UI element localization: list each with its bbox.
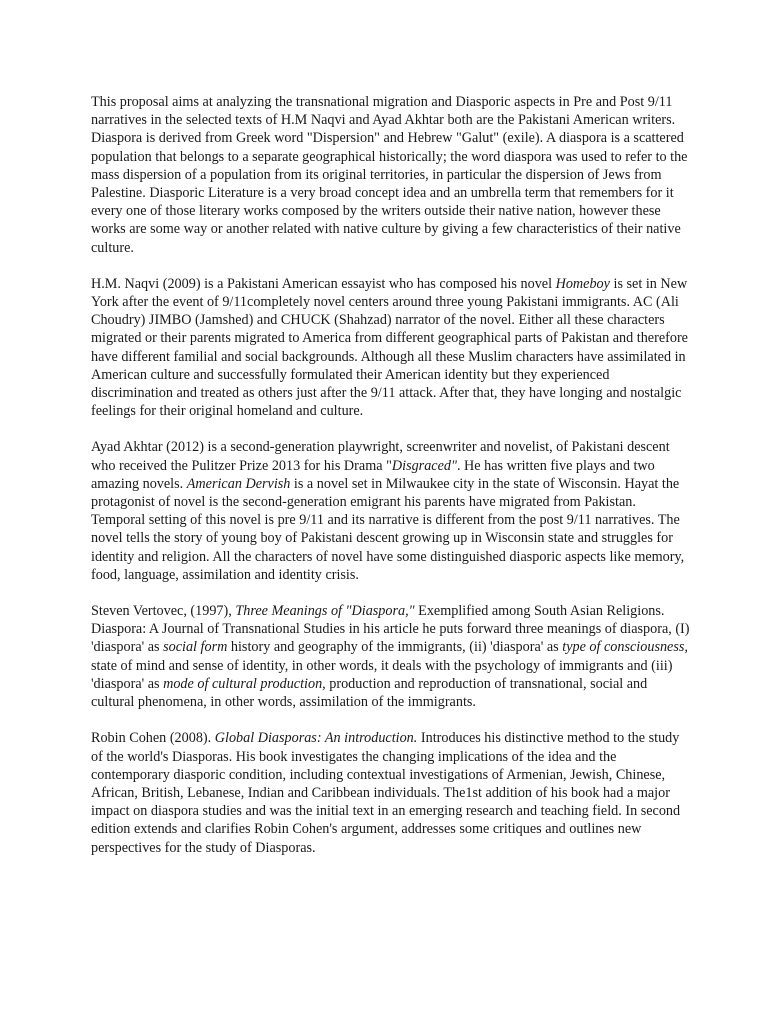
document-body: [91, 93, 691, 875]
italic-title-text: mode of cultural production,: [163, 675, 326, 692]
paragraph-text: Introduces his distinctive method to the study of the world's Diasporas. His book investigates the changing implications of the idea and the contemporary diasporic condition, including contextual investigations of Armenian, Jewish, Chinese, African, British, Lebanese, Indian and Caribbean individuals. The1st addition of his book had a major impact on diaspora studies and was the initial text in an emerging research and teaching field. In second edition extends and clarifies Robin Cohen's argument, addresses some critiques and outlines new perspectives for the study of Diasporas.: [91, 730, 681, 856]
paragraph-text: H.M. Naqvi (2009) is a Pakistani American essayist who has composed his novel: [91, 275, 556, 292]
italic-title-text: American Dervish: [186, 475, 291, 492]
italic-title-text: type of consciousness,: [562, 639, 688, 656]
italic-title-text: Three Meanings of "Diaspora,": [235, 603, 415, 620]
paragraph-text: Exemplified among South Asian Religions. Diaspora: A Journal of Transnational Studies in his article he puts forward three meanings of diaspora, (I) 'diaspora' as: [91, 603, 690, 656]
italic-title-text: Disgraced": [391, 457, 457, 474]
paragraph-text: is set in New York after the event of 9/11completely novel centers around three young Pakistani immigrants. AC (Ali Choudry) JIMBO (Jamshed) and CHUCK (Shahzad) narrator of the novel. Either all these characters migrated or their parents migrated to America from different geographical parts of Pakistan and therefore have different familial and social backgrounds. Although all these Muslim characters have assimilated in American culture and successfully formulated their American identity but they experienced discrimination and treated as others just after the 9/11 attack. After that, they have longing and nostalgic feelings for their original homeland and culture.: [91, 275, 688, 420]
paragraph-intro: [91, 93, 691, 257]
italic-title-text: Global Diasporas: An introduction.: [214, 730, 418, 747]
paragraph-text: state of mind and sense of identity, in other words, it deals with the psychology of immigrants and (iii) 'diaspora' as: [91, 657, 673, 692]
paragraph-text: is a novel set in Milwaukee city in the state of Wisconsin. Hayat the protagonist of novel is the second-generation emigrant his parents have migrated from Pakistan. Temporal setting of this novel is pre 9/11 and its narrative is different from the post 9/11 narratives. The novel tells the story of young boy of Pakistani descent growing up in Wisconsin state and struggles for identity and religion. All the characters of novel have some distinguished diasporic aspects like memory, food, language, assimilation and identity crisis.: [91, 475, 685, 583]
paragraph-text: Robin Cohen (2008).: [91, 730, 215, 747]
paragraph-akhtar: [91, 438, 691, 584]
italic-title-text: social form: [163, 639, 228, 656]
paragraph-cohen: [91, 729, 691, 856]
paragraph-text: Steven Vertovec, (1997),: [91, 603, 236, 620]
paragraph-text: . He has written five plays and two amazing novels.: [91, 457, 655, 492]
paragraph-text: history and geography of the immigrants, (ii) 'diaspora' as: [227, 639, 563, 656]
paragraph-text: Ayad Akhtar (2012) is a second-generation playwright, screenwriter and novelist, of Pakistani descent who received the Pulitzer Prize 2013 for his Drama ": [91, 439, 670, 474]
paragraph-text: This proposal aims at analyzing the transnational migration and Diasporic aspects in Pre and Post 9/11 narratives in the selected texts of H.M Naqvi and Ayad Akhtar both are the Pakistani American writers. Diaspora is derived from Greek word "Dispersion" and Hebrew "Galut" (exile). A diaspora is a scattered population that belongs to a separate geographical historically; the word diaspora was used to refer to the mass dispersion of a population from its original territories, in particular the dispersion of Jews from Palestine. Diasporic Literature is a very broad concept idea and an umbrella term that remembers for it every one of those literary works composed by the writers outside their native nation, however these works are some way or another related with native culture by giving a few characteristics of their native culture.: [91, 94, 688, 256]
paragraph-text: production and reproduction of transnational, social and cultural phenomena, in other words, assimilation of the immigrants.: [91, 675, 648, 711]
italic-title-text: Homeboy: [555, 275, 610, 292]
paragraph-naqvi: [91, 275, 691, 421]
paragraph-vertovec: [91, 602, 691, 711]
